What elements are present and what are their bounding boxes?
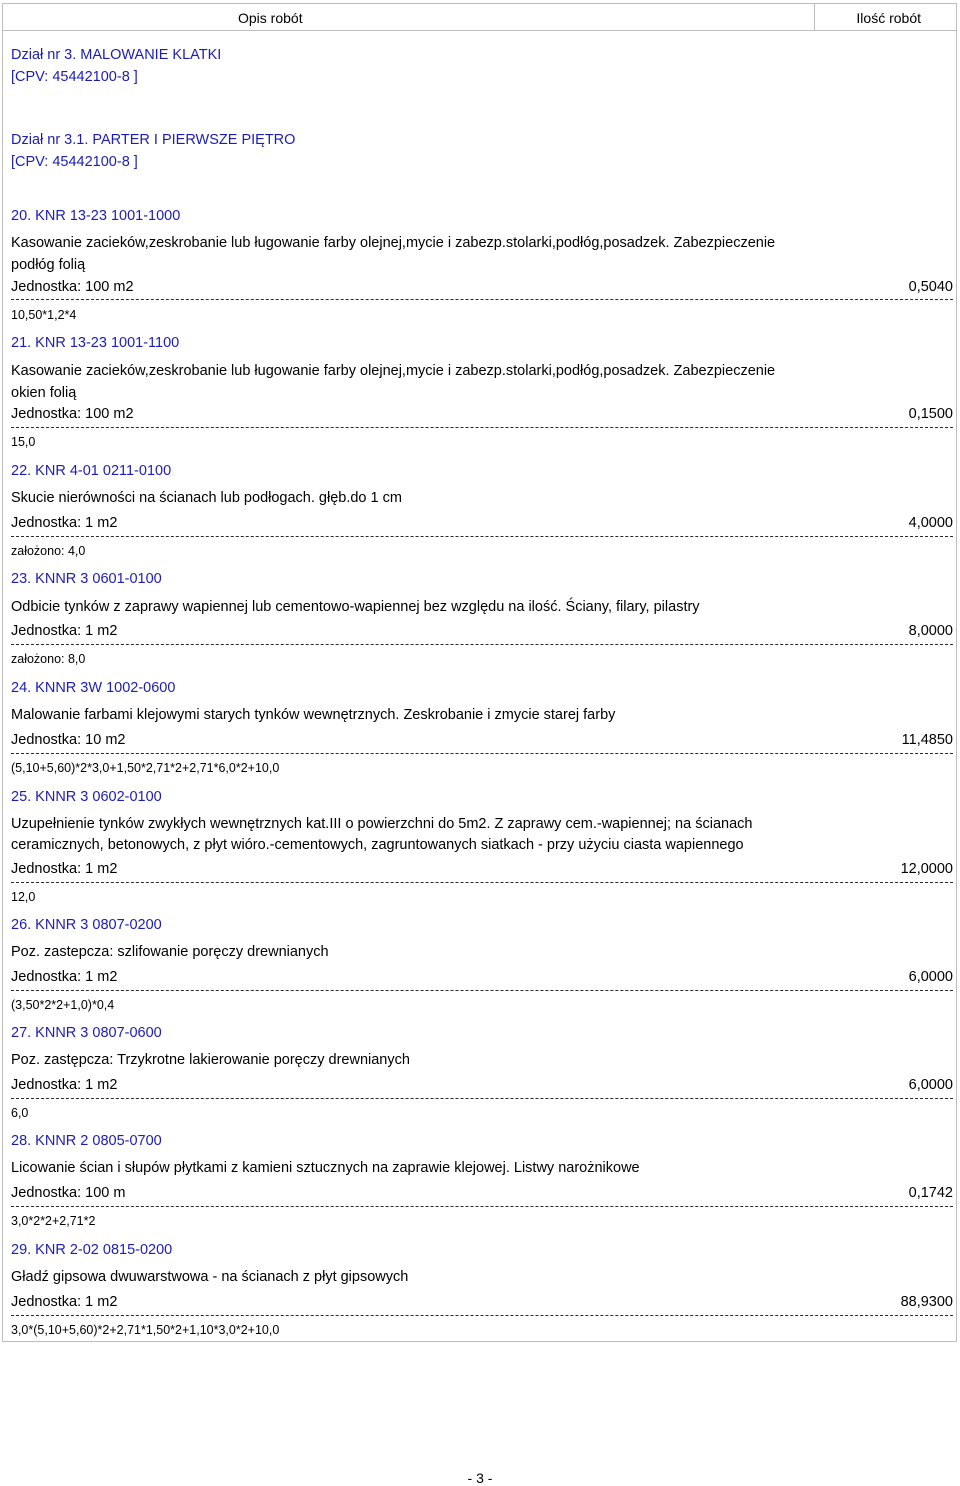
item-unit-row (11, 861, 953, 881)
item-calculation: 3,0*(5,10+5,60)*2+2,71*1,50*2+1,10*3,0*2+10,0 (11, 1323, 280, 1337)
item-quantity: 6,0000 (908, 1077, 953, 1093)
dashed-divider (11, 1098, 953, 1099)
section-title: Dział nr 3. MALOWANIE KLATKI (11, 47, 222, 63)
item-unit: Jednostka: 100 m2 (11, 406, 134, 422)
item-unit: Jednostka: 1 m2 (11, 623, 118, 639)
item-code: 28. KNNR 2 0805-0700 (11, 1133, 162, 1149)
item-unit-row (11, 1185, 953, 1205)
item-description: Malowanie farbami klejowymi starych tynków wewnętrznych. Zeskrobanie i zmycie starej farby (11, 707, 616, 723)
item-calculation: założono: 4,0 (11, 544, 86, 558)
item-code: 23. KNNR 3 0601-0100 (11, 571, 162, 587)
item-unit: Jednostka: 100 m (11, 1185, 126, 1201)
item-unit-row (11, 1077, 953, 1097)
item-quantity: 12,0000 (900, 861, 953, 877)
item-quantity: 4,0000 (908, 515, 953, 531)
item-quantity: 8,0000 (908, 623, 953, 639)
subsection-title: Dział nr 3.1. PARTER I PIERWSZE PIĘTRO (11, 132, 296, 148)
item-code: 25. KNNR 3 0602-0100 (11, 789, 162, 805)
item-unit-row (11, 623, 953, 643)
item-unit: Jednostka: 10 m2 (11, 732, 126, 748)
item-unit-row (11, 969, 953, 989)
item-description: Kasowanie zacieków,zeskrobanie lub ługowanie farby olejnej,mycie i zabezp.stolarki,podłóg,posadzek. Zabezpieczenie (11, 363, 776, 379)
item-calculation: 12,0 (11, 890, 36, 904)
item-unit: Jednostka: 1 m2 (11, 1294, 118, 1310)
item-unit: Jednostka: 100 m2 (11, 279, 134, 295)
item-quantity: 88,9300 (900, 1294, 953, 1310)
item-description: Poz. zastepcza: szlifowanie poręczy drewnianych (11, 944, 329, 960)
dashed-divider (11, 536, 953, 537)
dashed-divider (11, 1206, 953, 1207)
item-quantity: 0,1500 (908, 406, 953, 422)
item-unit: Jednostka: 1 m2 (11, 861, 118, 877)
header-divider (814, 3, 815, 31)
subsection-cpv: [CPV: 45442100-8 ] (11, 154, 138, 170)
dashed-divider (11, 753, 953, 754)
dashed-divider (11, 990, 953, 991)
item-unit-row (11, 732, 953, 752)
item-calculation: 3,0*2*2+2,71*2 (11, 1214, 96, 1228)
dashed-divider (11, 299, 953, 300)
item-calculation: założono: 8,0 (11, 652, 86, 666)
item-unit-row (11, 1294, 953, 1314)
item-calculation: 15,0 (11, 435, 36, 449)
header-ilosc-robot: Ilość robót (856, 10, 921, 26)
item-calculation: 6,0 (11, 1106, 29, 1120)
item-quantity: 0,1742 (908, 1185, 953, 1201)
item-code: 22. KNR 4-01 0211-0100 (11, 463, 172, 479)
item-unit-row (11, 406, 953, 426)
item-unit-row (11, 515, 953, 535)
item-description: Odbicie tynków z zaprawy wapiennej lub cementowo-wapiennej bez względu na ilość. Ściany, filary, pilastry (11, 599, 700, 615)
item-description: Poz. zastępcza: Trzykrotne lakierowanie poręczy drewnianych (11, 1052, 410, 1068)
item-code: 29. KNR 2-02 0815-0200 (11, 1242, 173, 1258)
item-unit-row (11, 279, 953, 299)
item-quantity: 11,4850 (901, 732, 953, 748)
item-code: 21. KNR 13-23 1001-1100 (11, 335, 180, 351)
header-opis-robot: Opis robót (238, 10, 303, 26)
item-code: 20. KNR 13-23 1001-1000 (11, 208, 181, 224)
dashed-divider (11, 427, 953, 428)
item-quantity: 0,5040 (908, 279, 953, 295)
page-number: - 3 - (467, 1470, 493, 1486)
dashed-divider (11, 882, 953, 883)
item-quantity: 6,0000 (908, 969, 953, 985)
dashed-divider (11, 1315, 953, 1316)
dashed-divider (11, 644, 953, 645)
table-header (2, 3, 957, 31)
item-calculation: (5,10+5,60)*2*3,0+1,50*2,71*2+2,71*6,0*2+10,0 (11, 761, 280, 775)
item-unit: Jednostka: 1 m2 (11, 515, 118, 531)
item-description: Gładź gipsowa dwuwarstwowa - na ścianach z płyt gipsowych (11, 1269, 409, 1285)
item-description: Skucie nierówności na ścianach lub podłogach. głęb.do 1 cm (11, 490, 402, 506)
item-description-cont: podłóg folią (11, 257, 86, 273)
item-unit: Jednostka: 1 m2 (11, 969, 118, 985)
item-unit: Jednostka: 1 m2 (11, 1077, 118, 1093)
item-code: 26. KNNR 3 0807-0200 (11, 917, 162, 933)
item-description: Uzupełnienie tynków zwykłych wewnętrznych kat.III o powierzchni do 5m2. Z zaprawy cem.-wapiennej; na ścianach (11, 816, 753, 832)
item-description-cont: ceramicznych, betonowych, z płyt wióro.-cementowych, zagruntowanych siatkach - przy użyciu ciasta wapiennego (11, 837, 744, 853)
item-calculation: (3,50*2*2+1,0)*0,4 (11, 998, 115, 1012)
item-description: Kasowanie zacieków,zeskrobanie lub ługowanie farby olejnej,mycie i zabezp.stolarki,podłóg,posadzek. Zabezpieczenie (11, 235, 776, 251)
item-calculation: 10,50*1,2*4 (11, 308, 77, 322)
item-code: 27. KNNR 3 0807-0600 (11, 1025, 162, 1041)
item-description-cont: okien folią (11, 385, 77, 401)
section-cpv: [CPV: 45442100-8 ] (11, 69, 138, 85)
item-description: Licowanie ścian i słupów płytkami z kamieni sztucznych na zaprawie klejowej. Listwy narożnikowe (11, 1160, 640, 1176)
item-code: 24. KNNR 3W 1002-0600 (11, 680, 176, 696)
